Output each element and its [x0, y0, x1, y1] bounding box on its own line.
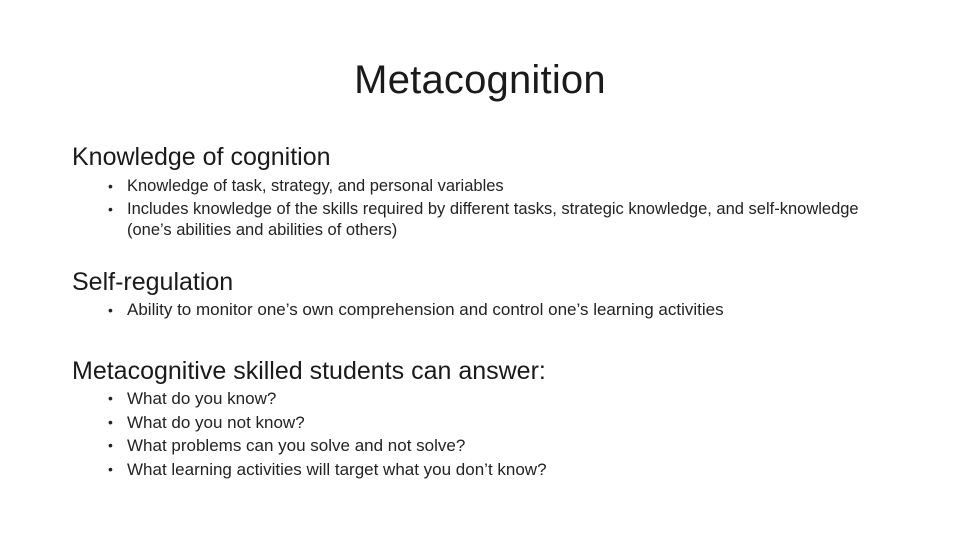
section-heading: Knowledge of cognition: [72, 143, 331, 171]
bullet-icon: •: [108, 302, 113, 318]
bullet-icon: •: [108, 437, 113, 453]
bullet-item: [72, 458, 892, 482]
bullet-list: [72, 299, 892, 321]
bullet-item: [72, 387, 892, 411]
bullet-icon: •: [108, 413, 113, 430]
bullet-text: What do you not know?: [127, 412, 305, 432]
bullet-item: [72, 434, 892, 458]
bullet-text: What problems can you solve and not solve?: [127, 436, 466, 455]
bullet-item: [72, 411, 892, 435]
bullet-text: Ability to monitor one’s own comprehension and control one’s learning activities: [127, 300, 724, 319]
bullet-item: [72, 299, 892, 321]
bullet-icon: •: [108, 178, 113, 194]
bullet-list: [72, 387, 892, 481]
bullet-icon: •: [108, 201, 113, 217]
bullet-item: [72, 176, 892, 197]
bullet-icon: •: [108, 390, 113, 406]
bullet-text: Includes knowledge of the skills required by different tasks, strategic knowledge, and self-knowledge (one’s abilities and abilities of others): [127, 200, 859, 239]
section-heading: Metacognitive skilled students can answer:: [72, 357, 546, 385]
bullet-text: Knowledge of task, strategy, and personal variables: [127, 177, 504, 195]
section-knowledge-of-cognition: [72, 142, 892, 241]
slide-title: Metacognition: [354, 58, 606, 102]
section-self-regulation: [72, 267, 892, 321]
section-heading: Self-regulation: [72, 268, 234, 296]
bullet-icon: •: [108, 460, 113, 477]
bullet-list: [72, 176, 892, 241]
bullet-text: What learning activities will target what you don’t know?: [127, 459, 547, 479]
section-metacognitive-questions: [72, 356, 892, 481]
bullet-text: What do you know?: [127, 389, 277, 408]
bullet-item: [72, 199, 892, 241]
